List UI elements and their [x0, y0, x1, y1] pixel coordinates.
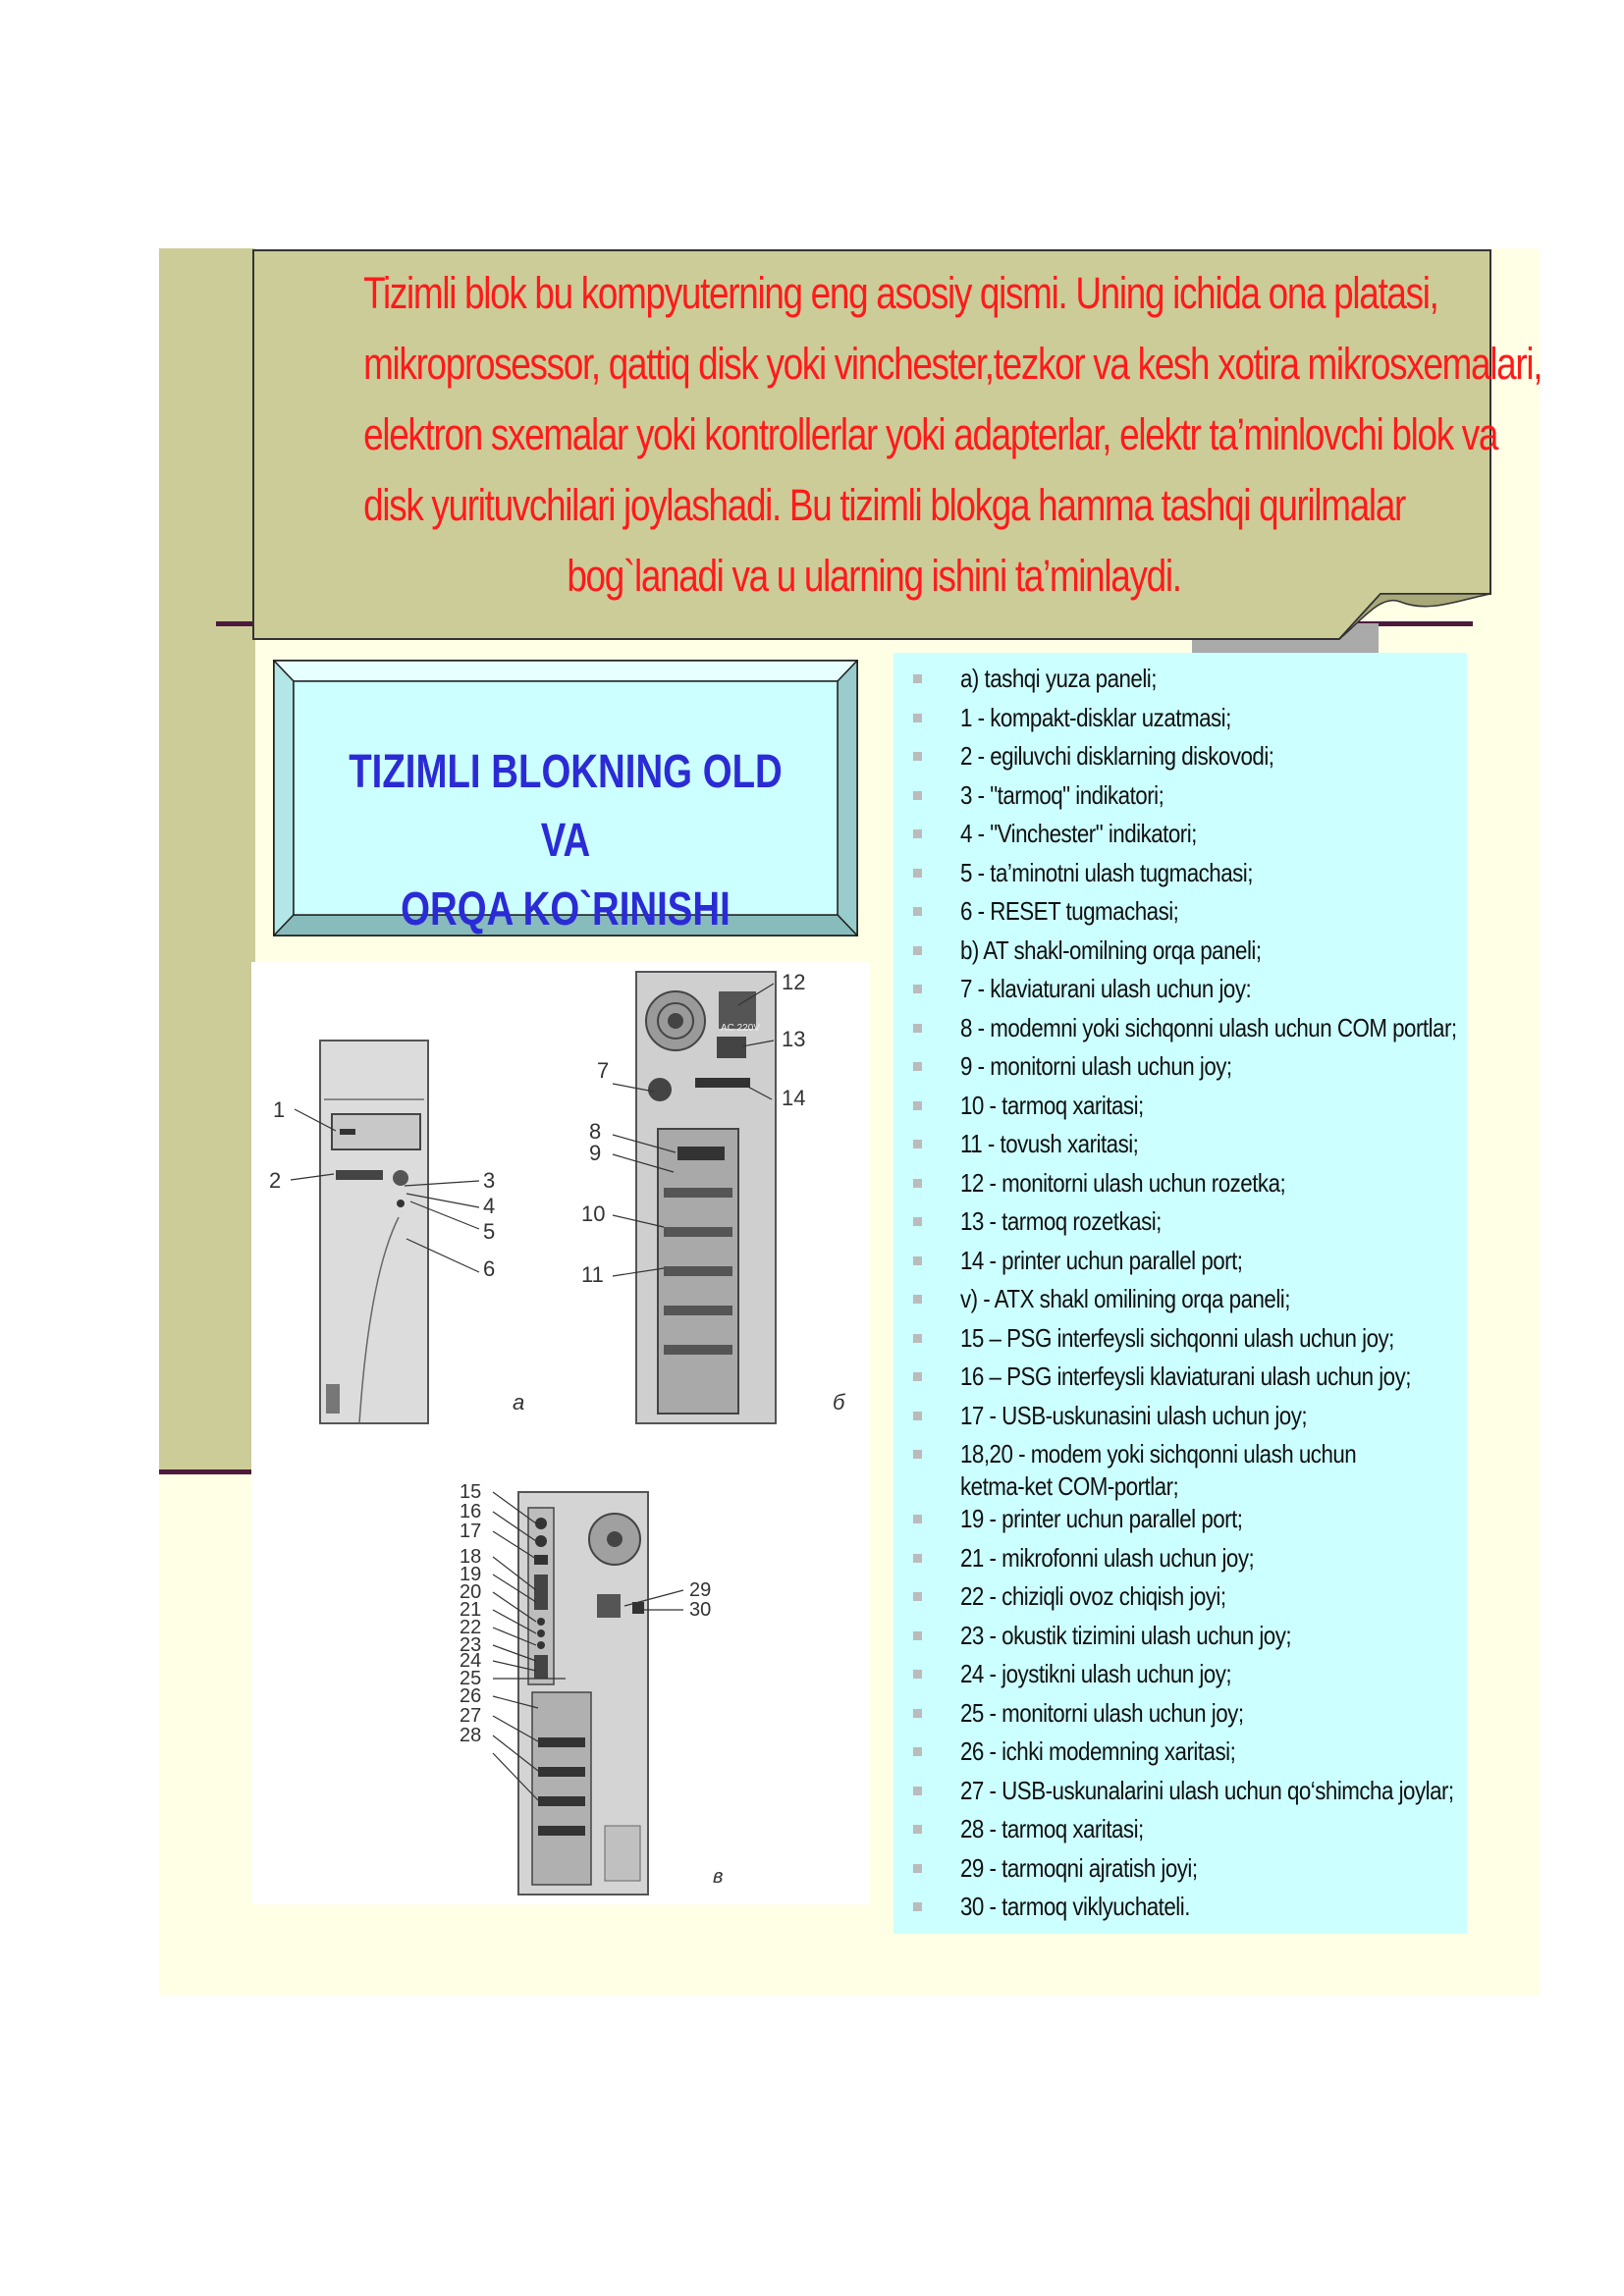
bullet-icon — [913, 1592, 922, 1601]
bullet-icon — [913, 1709, 922, 1718]
legend-item-text: 10 - tarmoq xaritasi; — [960, 1090, 1144, 1120]
legend-item-text: 16 – PSG interfeysli klaviaturani ulash uchun joy; — [960, 1362, 1411, 1391]
bullet-icon — [913, 714, 922, 722]
legend-item-text: a) tashqi yuza paneli; — [960, 664, 1157, 693]
callout-1: 1 — [273, 1097, 286, 1122]
legend-list — [893, 663, 1467, 1930]
legend-item-text: 3 - "tarmoq" indikatori; — [960, 779, 1164, 810]
intro-line: mikroprosessor, qattiq disk yoki vinchester,tezkor va kesh xotira mikrosxemalari, — [363, 339, 1543, 389]
bullet-icon — [913, 1631, 922, 1640]
legend-item-text: 24 - joystikni ulash uchun joy; — [960, 1659, 1232, 1688]
legend-item — [893, 663, 1467, 702]
callout-11: 11 — [581, 1262, 604, 1287]
legend-item — [893, 1090, 1467, 1129]
callout-23: 23 — [460, 1634, 482, 1656]
legend-item — [893, 1361, 1467, 1400]
callout-2: 2 — [269, 1168, 282, 1193]
bullet-icon — [913, 946, 922, 955]
legend-item-text: 17 - USB-uskunasini ulash uchun joy; — [960, 1400, 1308, 1430]
legend-item — [893, 1658, 1467, 1697]
legend-item — [893, 1245, 1467, 1284]
legend-item — [893, 702, 1467, 741]
legend-item — [893, 1050, 1467, 1090]
legend-item-text: 26 - ichki modemning xaritasi; — [960, 1736, 1236, 1766]
legend-item-text: 15 – PSG interfeysli sichqonni ulash uchun joy; — [960, 1322, 1394, 1353]
legend-item-text: 30 - tarmoq viklyuchateli. — [960, 1892, 1190, 1921]
legend-item — [893, 1580, 1467, 1620]
legend-item — [893, 1852, 1467, 1892]
legend-item — [893, 934, 1467, 974]
legend-item — [893, 1697, 1467, 1736]
legend-item-text: 11 - tovush xaritasi; — [960, 1129, 1139, 1158]
intro-callout — [251, 248, 1543, 641]
section-title-line: ORQA KO`RINISHI — [401, 883, 731, 935]
bullet-icon — [913, 1747, 922, 1756]
bullet-icon — [913, 1670, 922, 1679]
bullet-icon — [913, 1295, 922, 1304]
legend-item-text: 4 - "Vinchester" indikatori; — [960, 819, 1197, 848]
bullet-icon — [913, 1450, 922, 1459]
legend-item — [893, 1400, 1467, 1439]
legend-item — [893, 857, 1467, 896]
callout-13: 13 — [782, 1027, 806, 1051]
legend-item-text: 23 - okustik tizimini ulash uchun joy; — [960, 1620, 1292, 1650]
bullet-icon — [913, 1412, 922, 1420]
bullet-icon — [913, 1062, 922, 1071]
bullet-icon — [913, 1256, 922, 1265]
callout-19: 19 — [460, 1564, 482, 1585]
legend-item — [893, 973, 1467, 1012]
callout-17: 17 — [460, 1521, 482, 1542]
section-title-line: TIZIMLI BLOKNING OLD VA — [349, 746, 783, 867]
legend-item — [893, 1775, 1467, 1814]
bullet-icon — [913, 1217, 922, 1226]
bullet-icon — [913, 1140, 922, 1148]
bullet-icon — [913, 1515, 922, 1523]
bullet-icon — [913, 1101, 922, 1110]
legend-item-text: 8 - modemni yoki sichqonni ulash uchun COM portlar; — [960, 1012, 1457, 1042]
legend-item — [893, 1012, 1467, 1051]
front-view-illustration — [320, 1041, 428, 1423]
legend-item — [893, 1542, 1467, 1581]
legend-item — [893, 1167, 1467, 1206]
intro-text — [363, 258, 1543, 612]
bullet-icon — [913, 1024, 922, 1033]
legend-item-text: v) - ATX shakl omilining orqa paneli; — [960, 1284, 1290, 1313]
bullet-icon — [913, 1179, 922, 1188]
bullet-icon — [913, 985, 922, 993]
callout-8: 8 — [589, 1119, 602, 1144]
callout-16: 16 — [460, 1501, 482, 1522]
legend-item — [893, 1438, 1467, 1503]
atx-back-view-illustration — [518, 1492, 648, 1895]
legend-item-text: 27 - USB-uskunalarini ulash uchun qo‘shimcha joylar; — [960, 1775, 1454, 1805]
legend-item-text: 14 - printer uchun parallel port; — [960, 1245, 1243, 1275]
legend-item — [893, 1322, 1467, 1362]
bullet-icon — [913, 1825, 922, 1834]
legend-item-text: 9 - monitorni ulash uchun joy; — [960, 1051, 1232, 1081]
divider-line-bottom — [159, 1469, 255, 1474]
callout-7: 7 — [597, 1058, 610, 1083]
bullet-icon — [913, 674, 922, 683]
callout-15: 15 — [460, 1481, 482, 1503]
panel-label-b: б — [833, 1390, 845, 1415]
bullet-icon — [913, 752, 922, 761]
legend-item-text: 2 - egiluvchi disklarning diskovodi; — [960, 741, 1274, 771]
callout-5: 5 — [483, 1219, 496, 1244]
legend-item — [893, 1503, 1467, 1542]
intro-line: Tizimli blok bu kompyuterning eng asosiy qismi. Uning ichida ona platasi, — [363, 268, 1438, 318]
panel-label-v: в — [713, 1866, 724, 1888]
section-title — [332, 738, 800, 944]
bullet-icon — [913, 869, 922, 878]
callout-29: 29 — [689, 1579, 712, 1601]
at-back-view-illustration — [636, 972, 776, 1423]
legend-item-text: b) AT shakl-omilning orqa paneli; — [960, 934, 1262, 965]
system-unit-figure — [251, 962, 870, 1904]
legend-item-text: 13 - tarmoq rozetkasi; — [960, 1206, 1162, 1236]
callout-14: 14 — [782, 1086, 806, 1110]
callout-27: 27 — [460, 1705, 482, 1727]
bullet-icon — [913, 1787, 922, 1795]
callout-20: 20 — [460, 1581, 482, 1603]
callout-21: 21 — [460, 1599, 482, 1621]
legend-item-text: 25 - monitorni ulash uchun joy; — [960, 1697, 1244, 1728]
callout-28: 28 — [460, 1725, 482, 1746]
intro-line: elektron sxemalar yoki kontrollerlar yoki adapterlar, elektr ta’minlovchi blok va — [363, 409, 1498, 459]
legend-item — [893, 1283, 1467, 1322]
legend-item-text: 12 - monitorni ulash uchun rozetka; — [960, 1167, 1286, 1198]
callout-24: 24 — [460, 1650, 482, 1672]
legend-item-text: 6 - RESET tugmachasi; — [960, 896, 1179, 926]
bullet-icon — [913, 1554, 922, 1563]
callout-22: 22 — [460, 1617, 482, 1638]
callout-26: 26 — [460, 1685, 482, 1707]
legend-item-text: 29 - tarmoqni ajratish joyi; — [960, 1852, 1198, 1883]
legend-item-text: 22 - chiziqli ovoz chiqish joyi; — [960, 1581, 1226, 1611]
legend-item-text: 7 - klaviaturani ulash uchun joy: — [960, 974, 1252, 1003]
title-box — [273, 660, 858, 936]
bullet-icon — [913, 907, 922, 916]
panel-label-a: a — [513, 1390, 525, 1415]
legend-item-text: 19 - printer uchun parallel port; — [960, 1504, 1243, 1533]
legend-item — [893, 779, 1467, 819]
callout-25: 25 — [460, 1668, 482, 1689]
intro-line: bog`lanadi va u ularning ishini ta’minlaydi. — [567, 551, 1181, 601]
legend-item — [893, 1128, 1467, 1167]
bullet-icon — [913, 1864, 922, 1873]
legend-item — [893, 1813, 1467, 1852]
bullet-icon — [913, 1334, 922, 1343]
legend-item-text: 21 - mikrofonni ulash uchun joy; — [960, 1542, 1255, 1573]
legend-panel — [893, 653, 1467, 1934]
legend-item — [893, 1735, 1467, 1775]
legend-item — [893, 818, 1467, 857]
legend-item — [893, 1891, 1467, 1930]
callout-4: 4 — [483, 1194, 496, 1218]
callout-12: 12 — [782, 970, 806, 994]
bullet-icon — [913, 1902, 922, 1911]
legend-item-text: 28 - tarmoq xaritasi; — [960, 1814, 1144, 1843]
legend-item-text: 1 - kompakt-disklar uzatmasi; — [960, 702, 1231, 732]
legend-item-text: 18,20 - modem yoki sichqonni ulash uchun ketma-ket COM-portlar; — [960, 1439, 1357, 1501]
legend-item — [893, 1205, 1467, 1245]
legend-item-text: 5 - ta’minotni ulash tugmachasi; — [960, 857, 1253, 887]
callout-30: 30 — [689, 1599, 712, 1621]
legend-item — [893, 740, 1467, 779]
bullet-icon — [913, 1372, 922, 1381]
bullet-icon — [913, 829, 922, 838]
callout-6: 6 — [483, 1256, 496, 1281]
callout-9: 9 — [589, 1141, 602, 1165]
legend-item — [893, 895, 1467, 934]
callout-18: 18 — [460, 1546, 482, 1568]
psu-label: AC 220V — [721, 1023, 761, 1034]
intro-line: disk yurituvchilari joylashadi. Bu tizimli blokga hamma tashqi qurilmalar — [363, 480, 1406, 530]
side-band — [159, 248, 255, 1472]
callout-10: 10 — [581, 1201, 606, 1226]
callout-3: 3 — [483, 1168, 496, 1193]
bullet-icon — [913, 791, 922, 800]
legend-item — [893, 1620, 1467, 1659]
